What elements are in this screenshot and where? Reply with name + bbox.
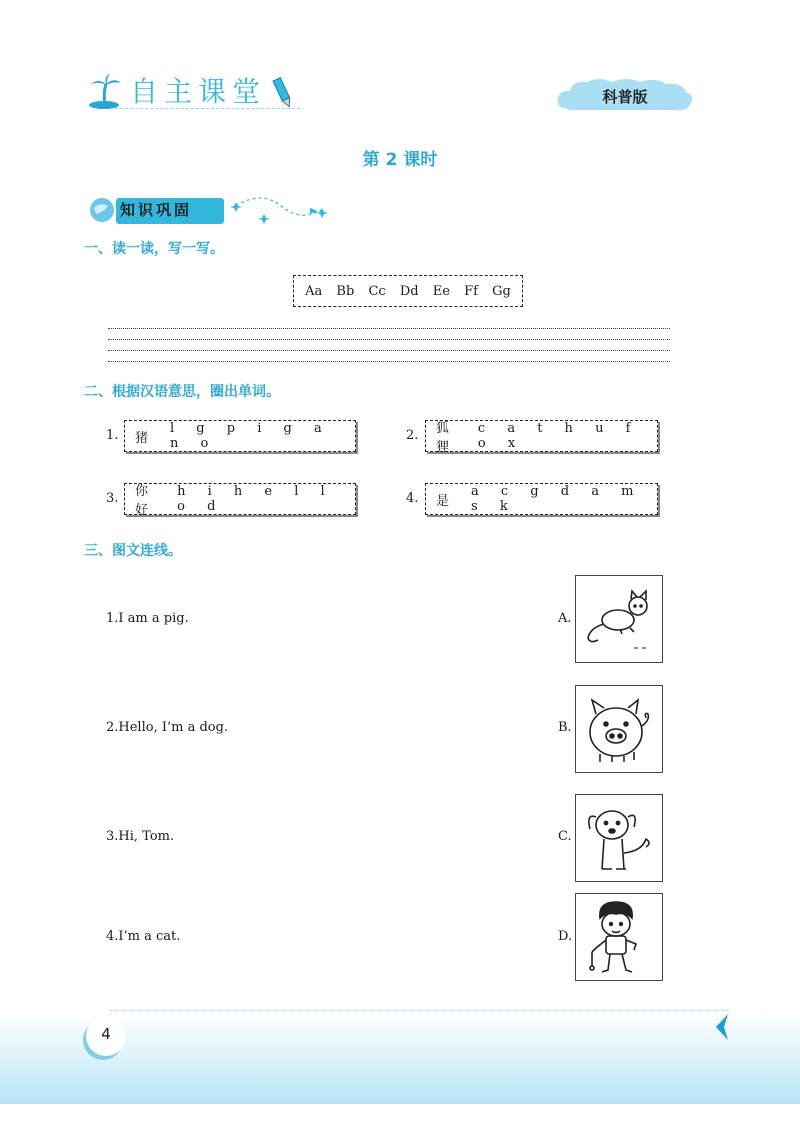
dog-icon <box>576 795 662 881</box>
word-puzzle-box[interactable] <box>425 420 658 455</box>
word-puzzle-box[interactable] <box>425 483 658 515</box>
puzzle-letters: a c g d a m s k <box>471 484 643 514</box>
edition-label: 科普版 <box>602 88 648 106</box>
alphabet-letter: Ff <box>464 283 478 299</box>
cat-icon <box>576 576 662 662</box>
alphabet-letter: Aa <box>305 283 323 299</box>
brand-logo <box>88 70 294 110</box>
alphabet-box <box>293 275 523 307</box>
lesson-title: 第 2 课时 <box>362 150 438 170</box>
writing-line[interactable] <box>108 328 670 329</box>
option-label: A. <box>558 611 572 626</box>
puzzle-letters: c a t h u f o x <box>477 421 640 451</box>
option-a-picture[interactable] <box>575 575 663 663</box>
writing-line[interactable] <box>108 350 670 351</box>
pig-icon <box>576 686 662 772</box>
section-2-heading: 二、根据汉语意思，圈出单词。 <box>84 384 280 400</box>
option-b-picture[interactable] <box>575 685 663 773</box>
boy-icon <box>576 894 662 980</box>
puzzle-chinese: 你好 <box>135 484 149 518</box>
alphabet-letter: Dd <box>399 283 419 299</box>
puzzle-number: 1. <box>106 428 119 443</box>
puzzle-letters: h i h e l l o d <box>177 484 334 514</box>
alphabet-letter: Cc <box>368 283 386 299</box>
option-label: C. <box>558 829 572 844</box>
match-sentence[interactable]: 1.I am a pig. <box>106 611 189 626</box>
puzzle-letters: l g p i g a n o <box>170 421 331 451</box>
word-puzzle-box[interactable] <box>124 483 356 518</box>
puzzle-number: 3. <box>106 491 119 506</box>
puzzle-chinese: 是 <box>436 493 450 509</box>
alphabet-letter: Gg <box>492 283 511 299</box>
section-3-heading: 三、图文连线。 <box>84 543 182 559</box>
section-badge-label: 知识巩固 <box>120 201 193 219</box>
puzzle-chinese: 猪 <box>135 430 149 446</box>
page-number: 4 <box>86 1016 126 1056</box>
sparkle-icon <box>230 202 242 212</box>
puzzle-chinese: 狐狸 <box>436 421 450 455</box>
alphabet-letter: Bb <box>336 283 355 299</box>
option-c-picture[interactable] <box>575 794 663 882</box>
match-sentence[interactable]: 2.Hello, I’m a dog. <box>106 720 229 735</box>
writing-line[interactable] <box>108 339 670 340</box>
alphabet-letter: Ee <box>432 283 450 299</box>
footer-divider <box>110 1010 730 1011</box>
option-label: B. <box>558 720 572 735</box>
writing-line[interactable] <box>108 361 670 362</box>
match-sentence[interactable]: 3.Hi, Tom. <box>106 829 175 844</box>
pencil-icon <box>272 76 294 110</box>
section-1-heading: 一、读一读，写一写。 <box>84 241 224 257</box>
header-divider <box>110 108 300 109</box>
chevron-left-icon[interactable] <box>712 1012 732 1042</box>
brand-title: 自主课堂 <box>130 75 267 108</box>
puzzle-number: 2. <box>406 428 419 443</box>
palm-tree-icon <box>88 74 124 110</box>
match-sentence[interactable]: 4.I’m a cat. <box>106 929 181 944</box>
option-d-picture[interactable] <box>575 893 663 981</box>
puzzle-number: 4. <box>406 491 419 506</box>
option-label: D. <box>558 929 573 944</box>
word-puzzle-box[interactable] <box>124 420 356 452</box>
